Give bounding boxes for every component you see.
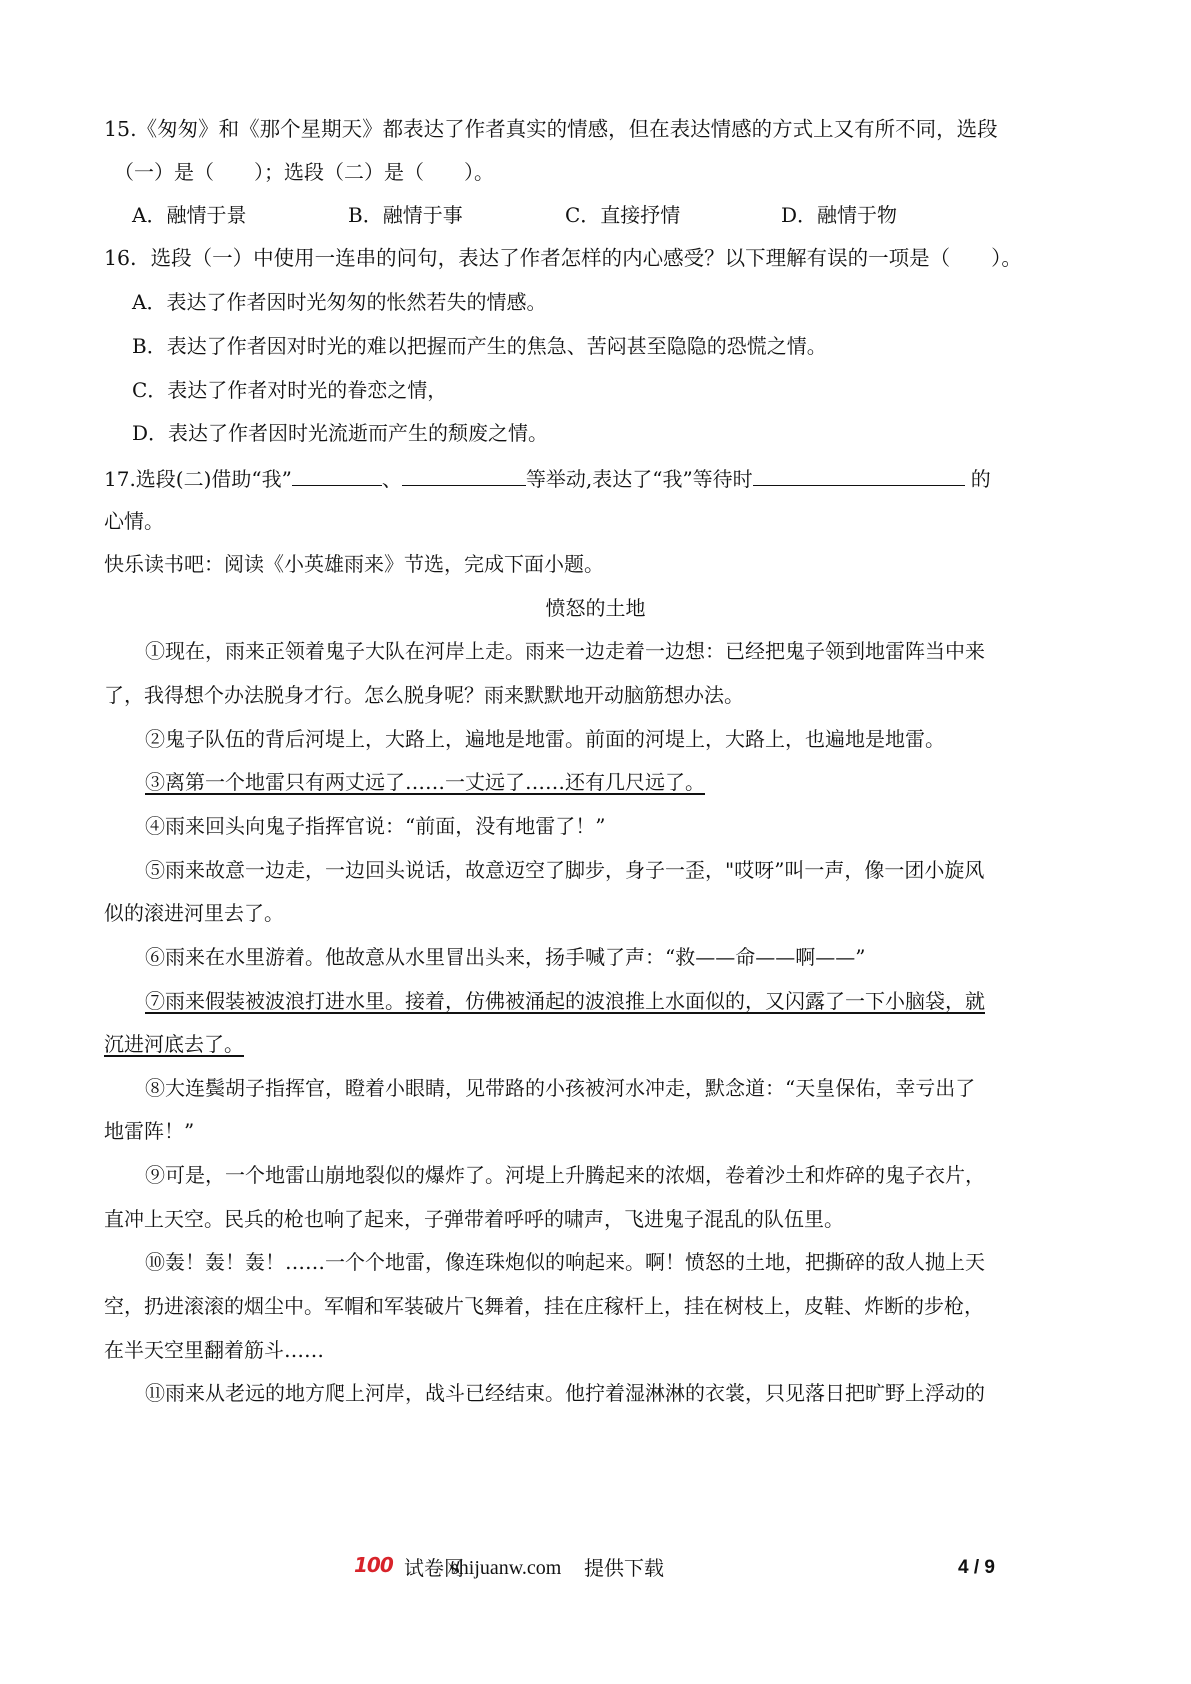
- paragraph-3-underlined: ③离第一个地雷只有两丈远了……一丈远了……还有几尺远了。: [145, 770, 705, 794]
- paragraph-5-line1: ⑤雨来故意一边走，一边回头说话，故意迈空了脚步，身子一歪，"哎呀”叫一声，像一团小旋风: [145, 858, 985, 882]
- q15-option-c: C．直接抒情: [565, 203, 681, 227]
- q17-text-2: 、: [381, 467, 402, 491]
- paragraph-7-line2-underlined: 沉进河底去了。: [104, 1032, 244, 1056]
- q16-option-c: C．表达了作者对时光的眷恋之情，: [132, 378, 448, 402]
- paragraph-10-line3: 在半天空里翻着筋斗……: [104, 1338, 324, 1362]
- q15-option-d: D．融情于物: [781, 203, 898, 227]
- q17-blank-1[interactable]: [292, 463, 382, 486]
- q15-option-a: A．融情于景: [132, 203, 247, 227]
- footer-site-name: 试卷网: [404, 1556, 464, 1580]
- q17-line1: [104, 463, 991, 493]
- paragraph-9-line1: ⑨可是，一个地雷山崩地裂似的爆炸了。河堤上升腾起来的浓烟，卷着沙土和炸碎的鬼子衣片，: [145, 1163, 985, 1187]
- q17-text-4: 的: [970, 467, 991, 491]
- page-number: 4 / 9: [958, 1557, 995, 1578]
- q16-stem: 16．选段（一）中使用一连串的问句，表达了作者怎样的内心感受？以下理解有误的一项是（ ）。: [104, 246, 1022, 270]
- footer-note: 提供下载: [584, 1556, 664, 1580]
- paragraph-7-line1-underlined: ⑦雨来假装被波浪打进水里。接着，仿佛被涌起的波浪推上水面似的，又闪露了一下小脑袋，就: [145, 989, 985, 1013]
- q17-blank-2[interactable]: [402, 463, 526, 486]
- paragraph-10-line1: ⑩轰！轰！轰！……一个个地雷，像连珠炮似的响起来。啊！愤怒的土地，把撕碎的敌人抛上天: [145, 1250, 985, 1274]
- q17-line2: 心情。: [104, 509, 164, 533]
- q17-text-1: 17.选段(二)借助“我”: [104, 467, 292, 491]
- footer-domain[interactable]: shijuanw.com: [451, 1557, 562, 1579]
- q17-blank-3[interactable]: [753, 463, 965, 486]
- reading-intro: 快乐读书吧：阅读《小英雄雨来》节选，完成下面小题。: [104, 552, 604, 576]
- paragraph-8-line1: ⑧大连鬓胡子指挥官，瞪着小眼睛，见带路的小孩被河水冲走，默念道：“天皇保佑，幸亏出了: [145, 1076, 976, 1100]
- paragraph-10-line2: 空，扔进滚滚的烟尘中。军帽和军装破片飞舞着，挂在庄稼杆上，挂在树枝上，皮鞋、炸断的步枪，: [104, 1294, 984, 1318]
- site-logo-icon: 100: [354, 1553, 393, 1577]
- q16-option-d: D．表达了作者因时光流逝而产生的颓废之情。: [132, 421, 549, 445]
- paragraph-6: ⑥雨来在水里游着。他故意从水里冒出头来，扬手喊了声：“救——命——啊——”: [145, 945, 866, 969]
- q15-line1: 15.《匆匆》和《那个星期天》都表达了作者真实的情感，但在表达情感的方式上又有所不同，选段: [104, 117, 998, 141]
- paragraph-8-line2: 地雷阵！”: [104, 1119, 195, 1143]
- paragraph-2: ②鬼子队伍的背后河堤上，大路上，遍地是地雷。前面的河堤上，大路上，也遍地是地雷。: [145, 727, 945, 751]
- q16-option-a: A．表达了作者因时光匆匆的怅然若失的情感。: [132, 290, 547, 314]
- q15-option-b: B．融情于事: [348, 203, 463, 227]
- paragraph-1-line2: 了，我得想个办法脱身才行。怎么脱身呢？雨来默默地开动脑筋想办法。: [104, 683, 744, 707]
- paragraph-5-line2: 似的滚进河里去了。: [104, 901, 284, 925]
- q15-line2: （一）是（ ）；选段（二）是（ ）。: [114, 160, 494, 184]
- paragraph-11-line1: ⑪雨来从老远的地方爬上河岸，战斗已经结束。他拧着湿淋淋的衣裳，只见落日把旷野上浮动的: [145, 1381, 985, 1405]
- q17-text-3: 等举动,表达了“我”等待时: [525, 467, 753, 491]
- paragraph-9-line2: 直冲上天空。民兵的枪也响了起来，子弹带着呼呼的啸声，飞进鬼子混乱的队伍里。: [104, 1207, 844, 1231]
- paragraph-1-line1: ①现在，雨来正领着鬼子大队在河岸上走。雨来一边走着一边想：已经把鬼子领到地雷阵当中来: [145, 639, 985, 663]
- q16-option-b: B．表达了作者因对时光的难以把握而产生的焦急、苦闷甚至隐隐的恐慌之情。: [132, 334, 827, 358]
- passage-title: 愤怒的土地: [545, 596, 646, 620]
- paragraph-4: ④雨来回头向鬼子指挥官说：“前面，没有地雷了！”: [145, 814, 606, 838]
